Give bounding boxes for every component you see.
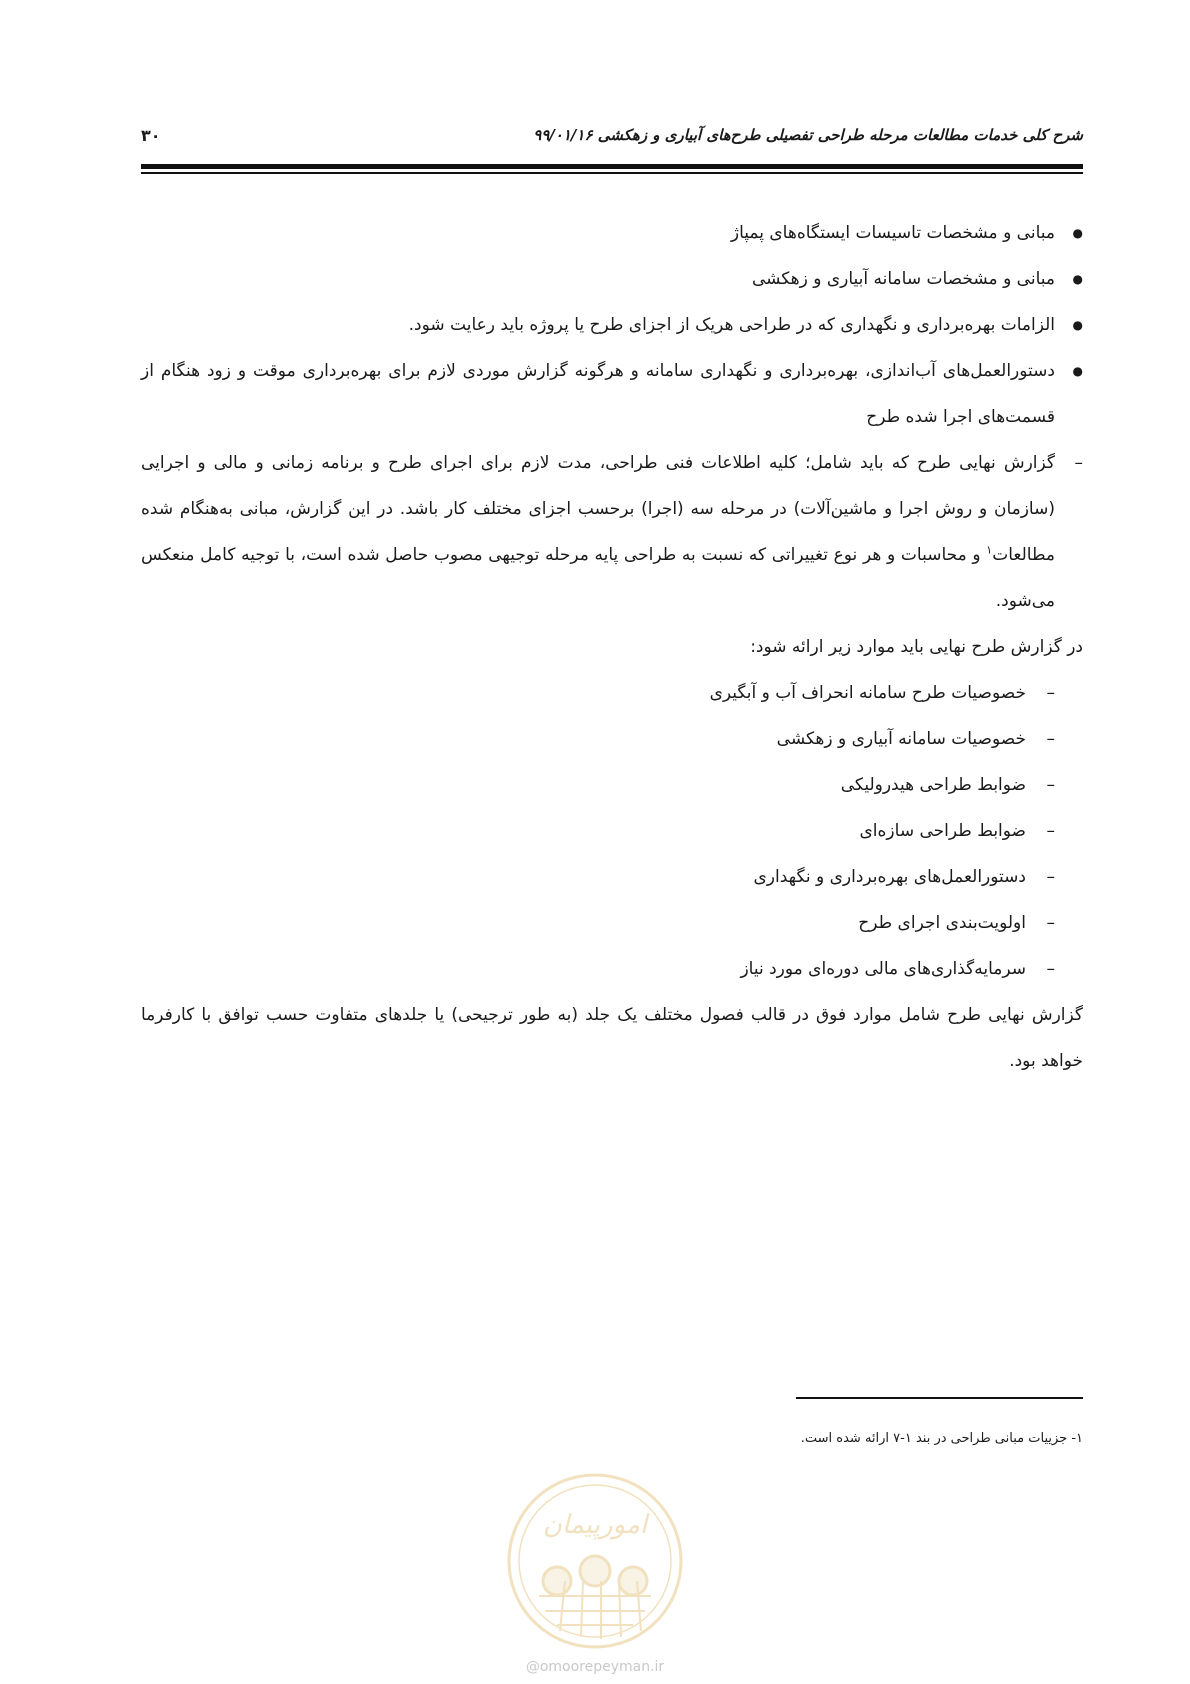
bullet-list <box>141 210 1083 440</box>
header-title: شرح کلی خدمات مطالعات مرحله طراحی تفصیلی طرح‌های آبیاری و زهکشی ۹۹/۰۱/۱۶ <box>533 126 1083 144</box>
dash-list-item-text: ضوابط طراحی هیدرولیکی <box>840 775 1026 795</box>
dash-marker: – <box>1046 729 1055 749</box>
watermark-logo-text: امورپیمان <box>542 1510 648 1540</box>
footnote-separator <box>796 1397 1083 1399</box>
final-report-paragraph <box>141 440 1083 624</box>
footnote-reference[interactable]: ۱ <box>986 543 993 557</box>
dash-list-item-text: خصوصیات طرح سامانه انحراف آب و آبگیری <box>709 683 1026 703</box>
dash-list-item <box>141 670 1083 716</box>
final-report-text-continued: و محاسبات و هر نوع تغییراتی که نسبت به طراحی پایه مرحله توجیهی مصوب حاصل شده است، با توجیه کامل منعکس می‌شود. <box>141 545 1055 611</box>
final-report-text: گزارش نهایی طرح که باید شامل؛ کلیه اطلاعات فنی طراحی، مدت لازم برای اجرای طرح و برنامه زمانی و مالی و اجرایی (سازمان و روش اجرا و ماشین‌آلات) در مرحله سه (اجرا) برحسب اجزای مختلف کار باشد. در این گزارش، مبانی به‌هنگام شده مطالعات <box>141 453 1055 565</box>
bullet-item: ● دستورالعمل‌های آب‌اندازی، بهره‌برداری و نگهداری سامانه و هرگونه گزارش موردی لازم برای بهره‌برداری موقت و زود هنگام از قسمت‌های اجرا شده طرح <box>141 348 1083 440</box>
dash-list-item <box>141 716 1083 762</box>
dash-list <box>141 670 1083 992</box>
watermark-logo <box>505 1471 685 1651</box>
dash-list-item-text: دستورالعمل‌های بهره‌برداری و نگهداری <box>753 867 1026 887</box>
closing-paragraph: گزارش نهایی طرح شامل موارد فوق در قالب فصول مختلف یک جلد (به طور ترجیحی) یا جلدهای متفاوت حسب توافق با کارفرما خواهد بود. <box>141 1005 1083 1071</box>
dash-marker: – <box>1046 683 1055 703</box>
dash-marker: – <box>1046 959 1055 979</box>
body-content <box>141 210 1083 1084</box>
dash-list-item-text: سرمایه‌گذاری‌های مالی دوره‌ای مورد نیاز <box>740 959 1026 979</box>
page-number: ۳۰ <box>141 126 161 145</box>
dash-marker: – <box>1046 867 1055 887</box>
dash-list-item <box>141 762 1083 808</box>
dash-marker: – <box>1046 775 1055 795</box>
bullet-item: ● مبانی و مشخصات تاسیسات ایستگاه‌های پمپاژ <box>141 210 1083 256</box>
dash-list-item <box>141 808 1083 854</box>
dash-marker: – <box>1046 821 1055 841</box>
intro-paragraph: در گزارش طرح نهایی باید موارد زیر ارائه شود: <box>750 637 1083 657</box>
bullet-item: ● مبانی و مشخصات سامانه آبیاری و زهکشی <box>141 256 1083 302</box>
dash-marker: – <box>1074 453 1083 473</box>
footnote: ۱- جزییات مبانی طراحی در بند ۱-۷ ارائه شده است. <box>800 1431 1083 1446</box>
dash-list-item <box>141 946 1083 992</box>
header-rule-thick <box>141 164 1083 169</box>
dash-list-item-text: ضوابط طراحی سازه‌ای <box>859 821 1026 841</box>
dash-list-item <box>141 900 1083 946</box>
bullet-item: ● الزامات بهره‌برداری و نگهداری که در طراحی هریک از اجزای طرح یا پروژه باید رعایت شود. <box>141 302 1083 348</box>
dash-list-item-text: خصوصیات سامانه آبیاری و زهکشی <box>776 729 1026 749</box>
dash-list-item <box>141 854 1083 900</box>
page-header <box>141 126 1083 148</box>
dash-marker: – <box>1046 913 1055 933</box>
watermark-url: @omoorepeyman.ir <box>525 1659 665 1675</box>
header-rule-thin <box>141 172 1083 174</box>
dash-list-item-text: اولویت‌بندی اجرای طرح <box>858 913 1026 933</box>
